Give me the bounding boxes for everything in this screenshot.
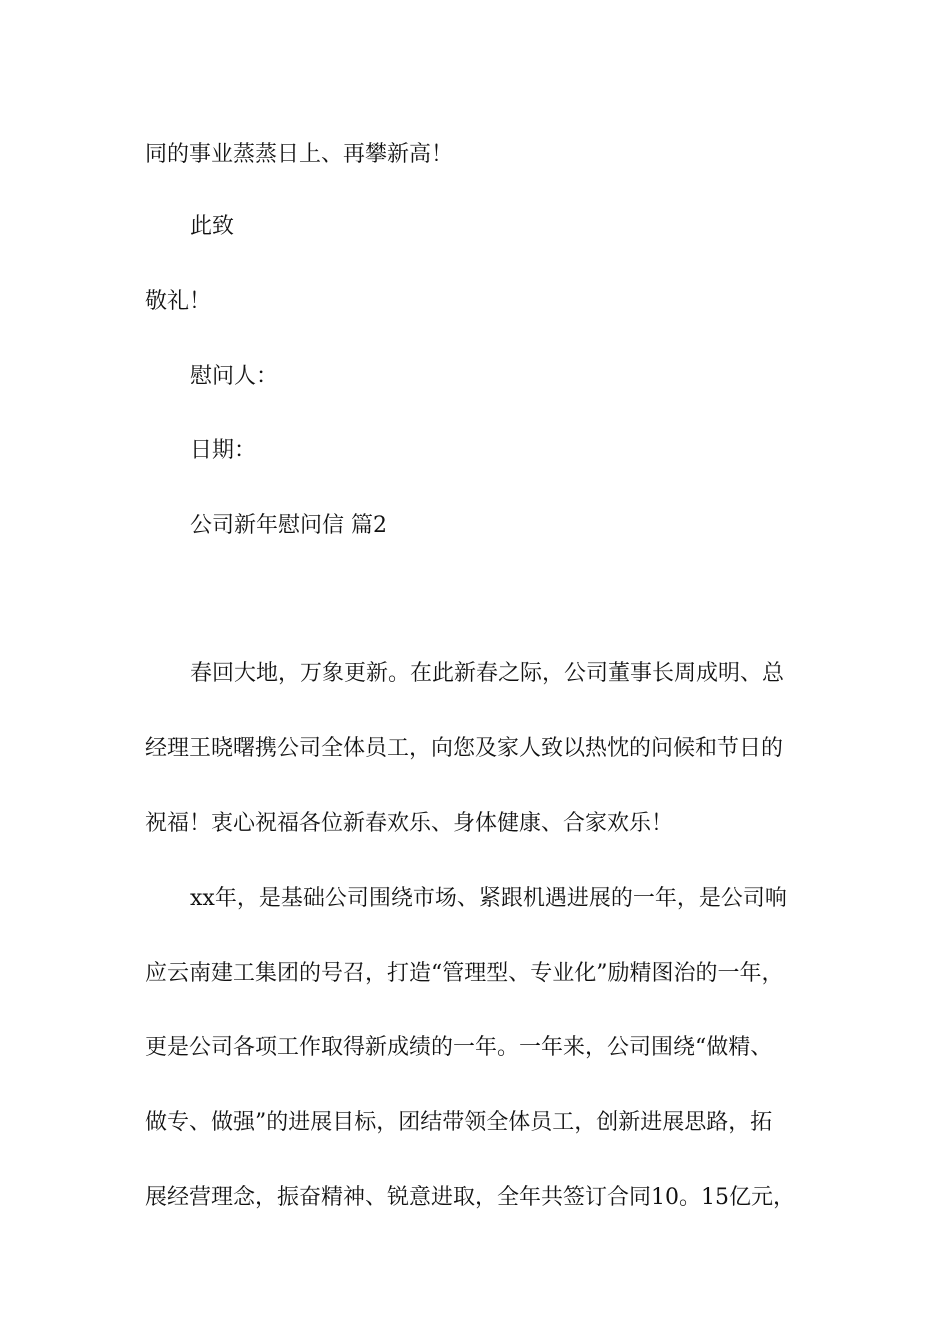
text-line-8: 经理王晓曙携公司全体员工，向您及家人致以热忱的问候和节日的 xyxy=(145,736,784,761)
text-line-5: 日期： xyxy=(190,438,257,463)
text-line-3: 敬礼！ xyxy=(145,289,212,314)
text-line-11: 应云南建工集团的号召，打造“管理型、专业化”励精图治的一年， xyxy=(145,961,784,986)
text-line-14: 展经营理念，振奋精神、锐意进取，全年共签订合同10。15亿元， xyxy=(145,1185,795,1210)
text-line-13: 做专、做强”的进展目标，团结带领全体员工，创新进展思路，拓 xyxy=(145,1110,773,1135)
text-line-9: 祝福！衷心祝福各位新春欢乐、身体健康、合家欢乐！ xyxy=(145,811,674,836)
text-line-10: xx年，是基础公司围绕市场、紧跟机遇进展的一年，是公司响 xyxy=(190,886,787,911)
text-line-2: 此致 xyxy=(190,214,235,239)
text-line-1: 同的事业蒸蒸日上、再攀新高！ xyxy=(145,142,454,167)
text-line-12: 更是公司各项工作取得新成绩的一年。一年来，公司围绕“做精、 xyxy=(145,1035,773,1060)
text-line-7: 春回大地，万象更新。在此新春之际，公司董事长周成明、总 xyxy=(190,661,785,686)
text-line-4: 慰问人： xyxy=(190,364,279,389)
section-heading: 公司新年慰问信 篇2 xyxy=(190,513,387,538)
